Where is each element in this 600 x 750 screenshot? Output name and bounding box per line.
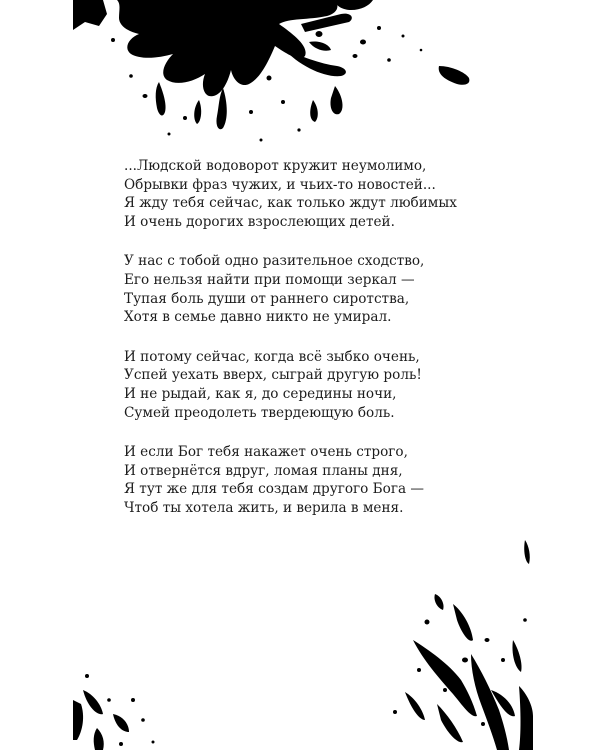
poem-line: Хотя в семье давно никто не умирал.: [124, 309, 392, 326]
stanza-2: [124, 252, 504, 326]
poem-line: Сумей преодолеть твердеющую боль.: [124, 404, 395, 421]
poem-line: Успей уехать вверх, сыграй другую роль!: [124, 367, 422, 384]
poem-line: У нас с тобой одно разительное сходство,: [124, 253, 425, 270]
stanza-1: [124, 157, 504, 231]
poem: [124, 157, 504, 539]
poem-line: Я жду тебя сейчас, как только ждут любимых: [124, 195, 457, 212]
poem-line: ...Людской водоворот кружит неумолимо,: [124, 158, 427, 174]
poem-line: И потому сейчас, когда всё зыбко очень,: [124, 348, 420, 365]
poem-line: И очень дорогих взрослеющих детей.: [124, 213, 395, 230]
poem-line: И не рыдай, как я, до середины ночи,: [124, 385, 397, 402]
poem-line: И если Бог тебя накажет очень строго,: [124, 444, 408, 461]
poem-line: И отвернётся вдруг, ломая планы дня,: [124, 462, 403, 479]
stanza-3: [124, 348, 504, 422]
poem-line: Его нельзя найти при помощи зеркал —: [124, 271, 415, 288]
poem-line: Я тут же для тебя создам другого Бога —: [124, 481, 424, 498]
poem-line: Чтоб ты хотела жить, и верила в меня.: [124, 499, 404, 516]
stanza-4: [124, 443, 504, 517]
book-page: [73, 0, 533, 750]
poem-line: Обрывки фраз чужих, и чьих-то новостей...: [124, 176, 436, 193]
poem-line: Тупая боль души от раннего сиротства,: [124, 290, 410, 307]
